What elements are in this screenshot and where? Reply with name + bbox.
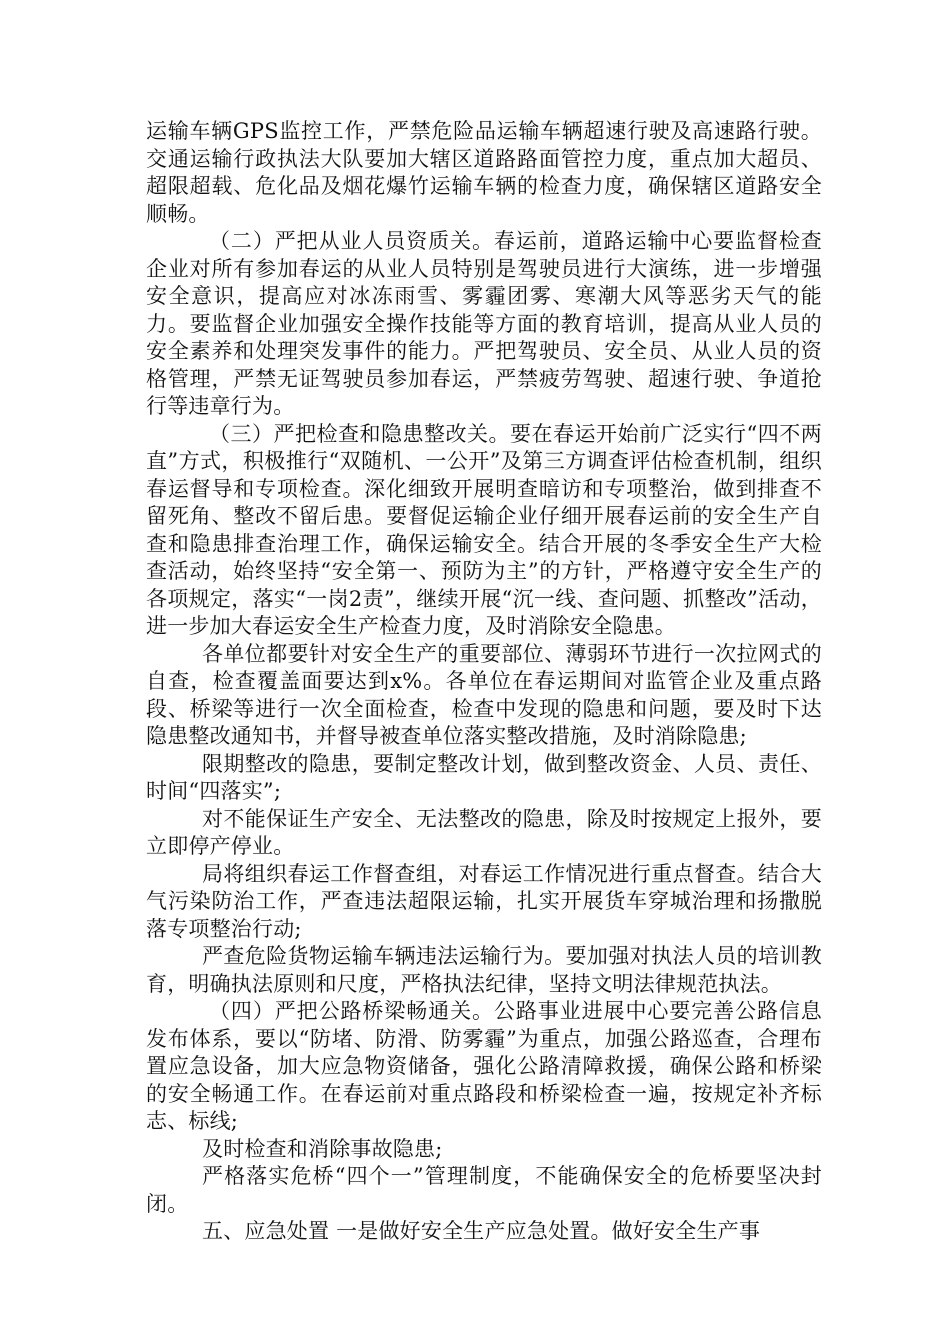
paragraph-dangerous-bridge: 严格落实危桥“四个一”管理制度，不能确保安全的危桥要坚决封闭。 <box>146 1164 822 1216</box>
paragraph-hazard-elimination: 及时检查和消除事故隐患; <box>202 1136 443 1161</box>
paragraph-road-bridge: （四）严把公路桥梁畅通关。公路事业进展中心要完善公路信息发布体系，要以“防堵、防滑、防雾霾”为重点，加强公路巡查，合理布置应急设备，加大应急物资储备，强化公路清障救援，确保公路和桥梁的安全畅通工作。在春运前对重点路段和桥梁检查一遍，按规定补齐标志、标线; <box>146 999 822 1133</box>
paragraph-suspend-production: 对不能保证生产安全、无法整改的隐患，除及时按规定上报外，要立即停产停业。 <box>146 806 822 858</box>
document-body <box>146 118 822 1246</box>
paragraph-vehicle-monitoring: 运输车辆GPS监控工作，严禁危险品运输车辆超速行驶及高速路行驶。交通运输行政执法大队要加大辖区道路路面管控力度，重点加大超员、超限超载、危化品及烟花爆竹运输车辆的检查力度，确保辖区道路安全顺畅。 <box>146 119 822 226</box>
paragraph-self-inspection: 各单位都要针对安全生产的重要部位、薄弱环节进行一次拉网式的自查，检查覆盖面要达到x%。各单位在春运期间对监管企业及重点路段、桥梁等进行一次全面检查，检查中发现的隐患和问题，要及时下达隐患整改通知书，并督导被查单位落实整改措施，及时消除隐患; <box>146 641 822 748</box>
paragraph-inspection-rectification: （三）严把检查和隐患整改关。要在春运开始前广泛实行“四不两直”方式，积极推行“双随机、一公开”及第三方调查评估检查机制，组织春运督导和专项检查。深化细致开展明查暗访和专项整治，做到排查不留死角、整改不留后患。要督促运输企业仔细开展春运前的安全生产自查和隐患排查治理工作，确保运输安全。结合开展的冬季安全生产大检查活动，始终坚持“安全第一、预防为主”的方针，严格遵守安全生产的各项规定，落实“一岗2责”，继续开展“沉一线、查问题、抓整改”活动，进一步加大春运安全生产检查力度，及时消除安全隐患。 <box>146 421 822 638</box>
paragraph-dangerous-goods: 严查危险货物运输车辆违法运输行为。要加强对执法人员的培训教育，明确执法原则和尺度，严格执法纪律，坚持文明法律规范执法。 <box>146 944 822 996</box>
paragraph-supervision-group: 局将组织春运工作督查组，对春运工作情况进行重点督查。结合大气污染防治工作，严查违法超限运输，扎实开展货车穿城治理和扬撒脱落专项整治行动; <box>146 861 822 941</box>
paragraph-deadline-rectification: 限期整改的隐患，要制定整改计划，做到整改资金、人员、责任、时间“四落实”; <box>146 751 822 803</box>
paragraph-personnel-qualification: （二）严把从业人员资质关。春运前，道路运输中心要监督检查企业对所有参加春运的从业人员特别是驾驶员进行大演练，进一步增强安全意识，提高应对冰冻雨雪、雾霾团雾、寒潮大风等恶劣天气的能力。要监督企业加强安全操作技能等方面的教育培训，提高从业人员的安全素养和处理突发事件的能力。严把驾驶员、安全员、从业人员的资格管理，严禁无证驾驶员参加春运，严禁疲劳驾驶、超速行驶、争道抢行等违章行为。 <box>146 229 822 418</box>
paragraph-emergency-response: 五、应急处置 一是做好安全生产应急处置。做好安全生产事 <box>202 1219 761 1243</box>
